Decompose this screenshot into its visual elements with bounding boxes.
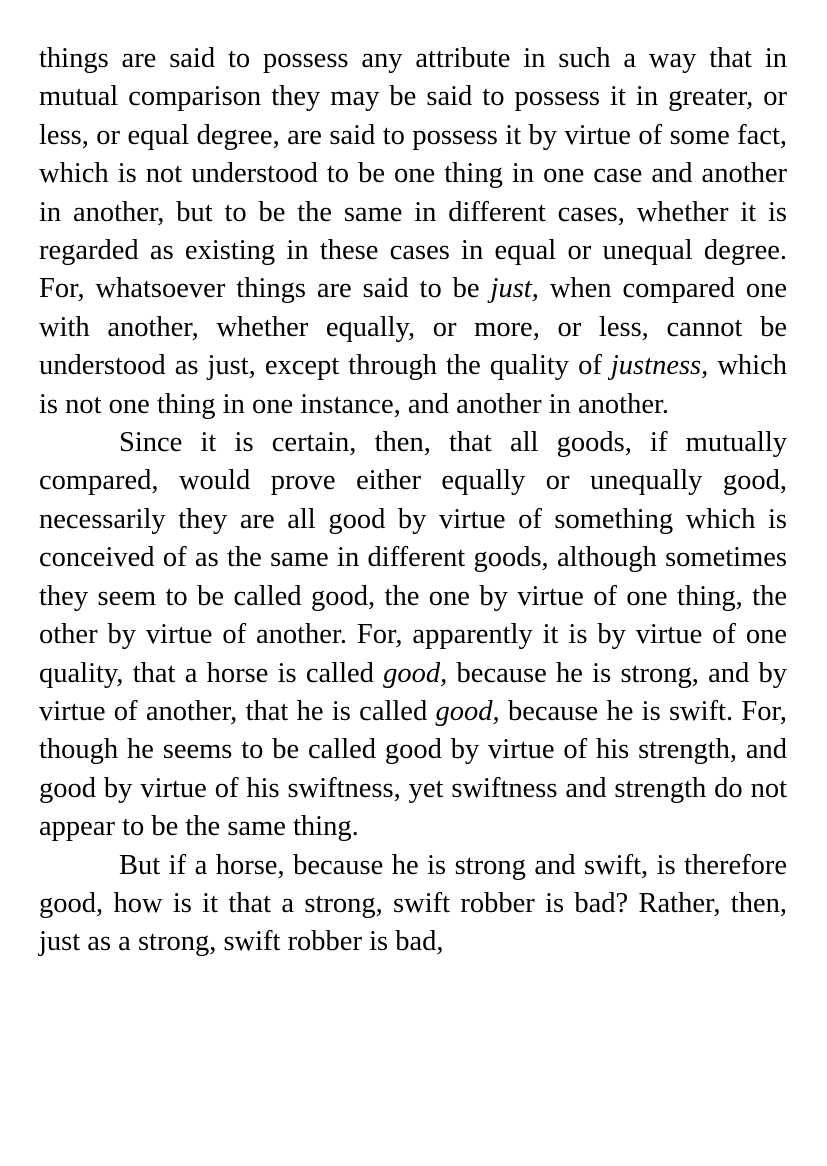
italic-term: justness,: [610, 350, 709, 382]
paragraph-text: because he is strong, and by virtue of another, that he is called: [39, 657, 787, 727]
italic-term: just,: [490, 273, 539, 305]
paragraph-text: But if a horse, because he is strong and swift, is therefore good, how is it that a strong, swift robber is bad? Rather, then, just as a strong, swift robber is bad,: [39, 849, 787, 958]
paragraph-text: Since it is certain, then, that all goods, if mutually compared, would prove either equally or unequally good, necessarily they are all good by virtue of something which is conceived of as the same in different goods, although sometimes they seem to be called good, the one by virtue of one thing, the other by virtue of another. For, apparently it is by virtue of one quality, that a horse is called: [39, 427, 787, 689]
paragraph-text: when compared one with another, whether equally, or more, or less, cannot be understood as just, except through the quality of: [39, 273, 787, 382]
paragraph-text: which is not one thing in one instance, and another in another.: [39, 350, 787, 420]
paragraph-text: things are said to possess any attribute in such a way that in mutual comparison they may be said to possess it in greater, or less, or equal degree, are said to possess it by virtue of some fact, which is not understood to be one thing in one case and another in another, but to be the same in different cases, whether it is regarded as existing in these cases in equal or unequal degree. For, whatsoever things are said to be: [39, 43, 787, 305]
paragraph-1: [39, 40, 787, 424]
document-page: [39, 40, 787, 962]
paragraph-3: [39, 847, 787, 962]
italic-term: good,: [383, 657, 448, 689]
italic-term: good,: [435, 695, 500, 727]
paragraph-text: because he is swift. For, though he seems to be called good by virtue of his strength, and good by virtue of his swiftness, yet swiftness and strength do not appear to be the same thing.: [39, 695, 787, 843]
paragraph-2: [39, 424, 787, 846]
